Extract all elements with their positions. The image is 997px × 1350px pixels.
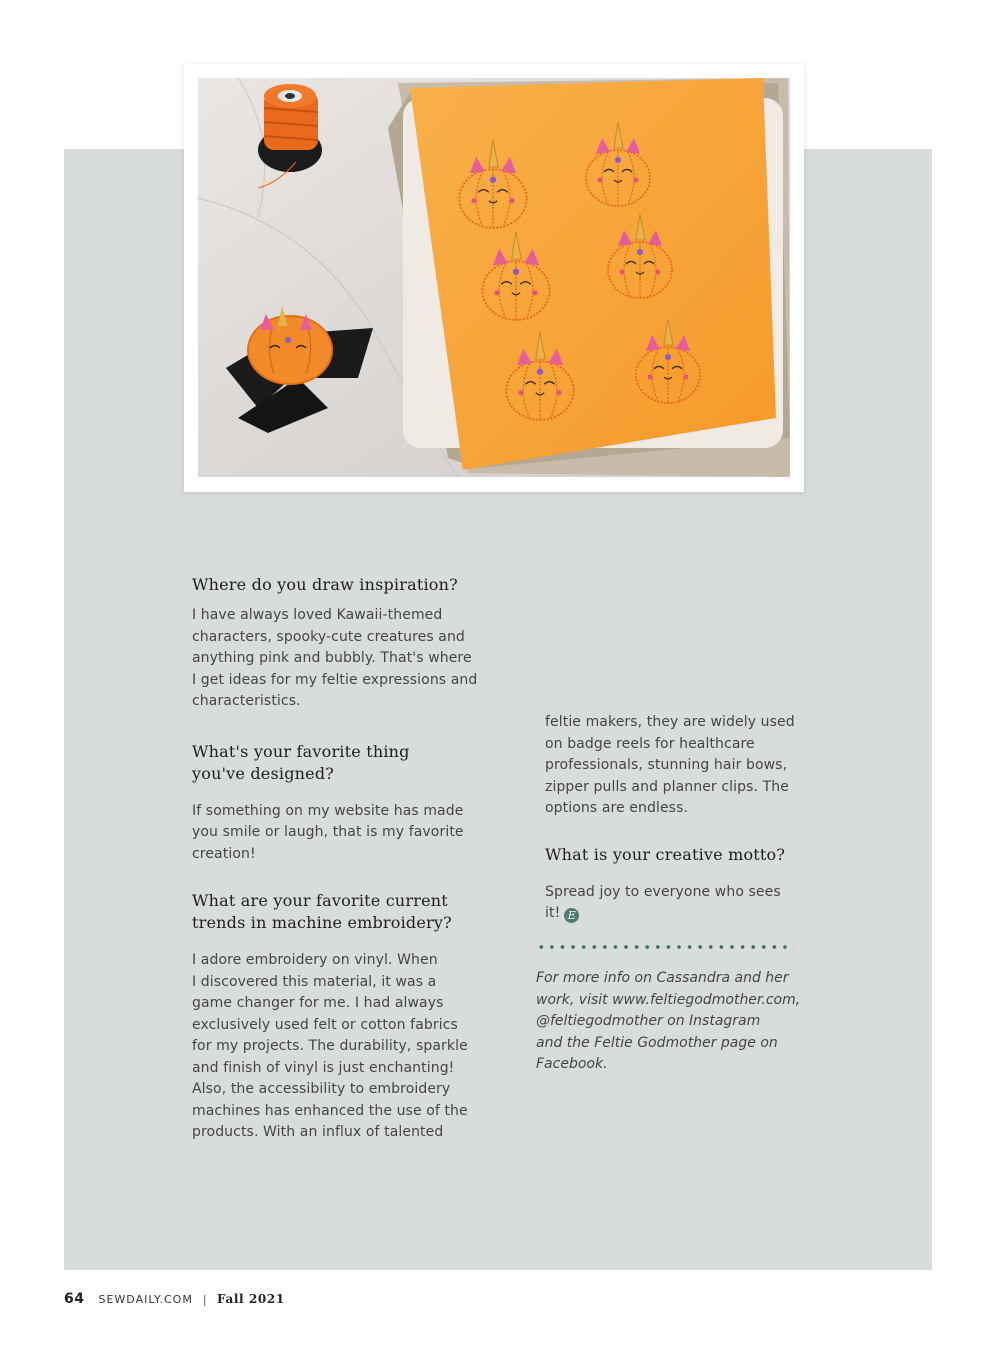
answer-favorite-design: If something on my website has made you smile or laugh, that is my favorite creation!	[192, 802, 464, 862]
page-footer	[64, 1291, 285, 1307]
footer-separator: |	[202, 1293, 208, 1306]
heading-motto: What is your creative motto?	[545, 844, 786, 864]
heading-inspiration: Where do you draw inspiration?	[192, 575, 458, 594]
heading-favorite-design: What's your favorite thing you've designed?	[192, 741, 410, 783]
right-column	[545, 712, 815, 925]
answer-trends: I adore embroidery on vinyl. When I discovered this material, it was a game changer for me. I had always exclusively used felt or cotton fabrics for my projects. The durability, sparkle and finish of vinyl is just enchanting! Also, the accessibility to embroidery machines has enhanced the use of the products. With an influx of talented	[192, 952, 468, 1140]
heading-trends: What are your favorite current trends in machine embroidery?	[192, 891, 452, 932]
photo-frame	[184, 64, 804, 492]
footer-issue: Fall 2021	[217, 1292, 285, 1306]
embroidery-photo	[198, 78, 790, 477]
info-note: For more info on Cassandra and her work, visit www.feltiegodmother.com, @feltiegodmother on Instagram and the Feltie Godmother page on Facebook.	[536, 970, 801, 1073]
dotted-divider	[536, 944, 794, 950]
page-number: 64	[64, 1291, 85, 1307]
end-mark-icon: E	[564, 908, 579, 923]
left-column	[192, 574, 492, 1144]
answer-motto: Spread joy to everyone who sees it! E	[545, 883, 781, 922]
answer-inspiration: I have always loved Kawaii-themed characters, spooky-cute creatures and anything pink and bubbly. That's where I get ideas for my feltie expressions and characteristics.	[192, 607, 478, 709]
footer-site: SEWDAILY.COM	[98, 1293, 193, 1306]
answer-trends-continued: feltie makers, they are widely used on badge reels for healthcare professionals, stunning hair bows, zipper pulls and planner clips. The options are endless.	[545, 714, 795, 816]
